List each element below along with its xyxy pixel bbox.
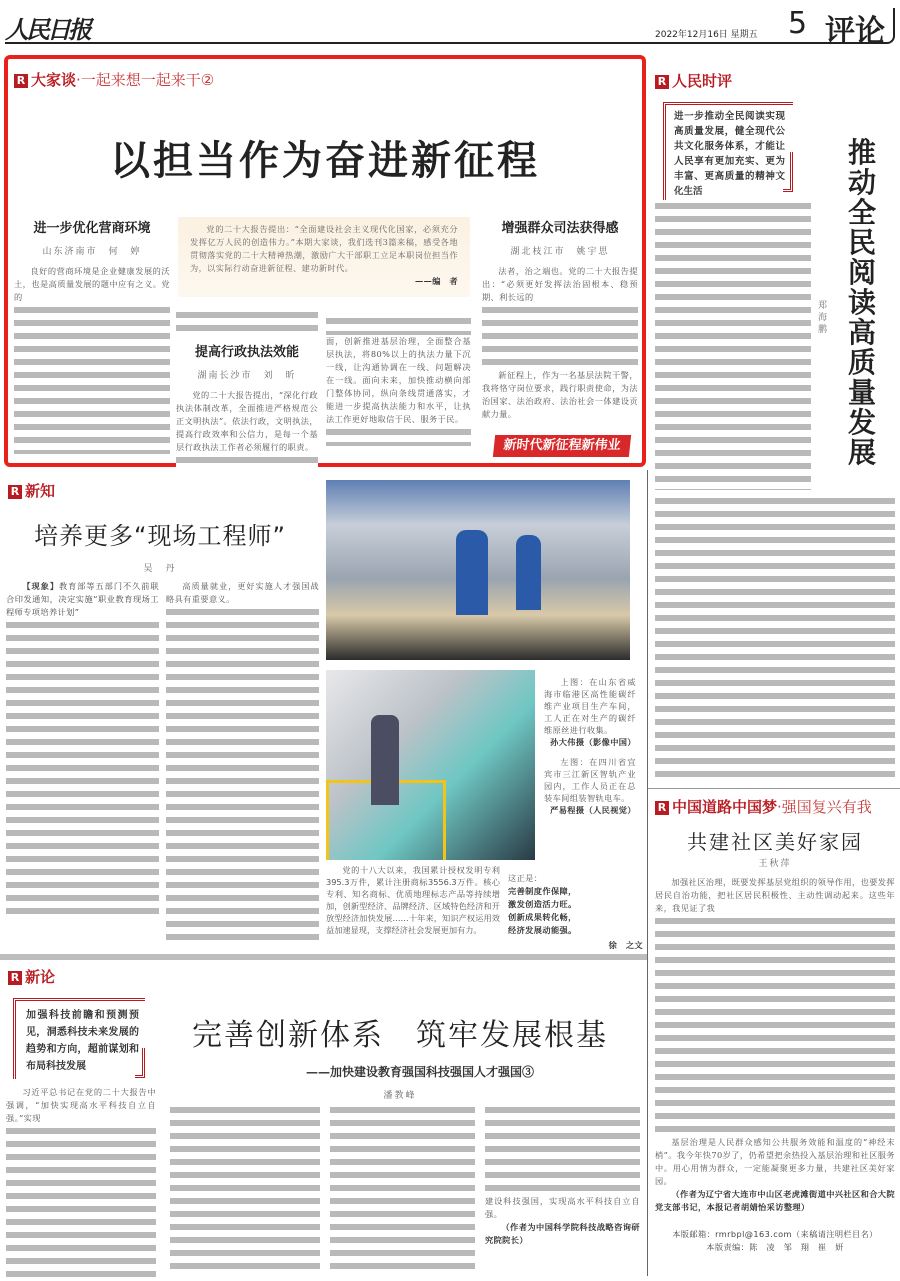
- commentary-body: [655, 200, 811, 490]
- xinzhi-label: R 新知: [8, 480, 55, 501]
- commentary-author: 郑海鹏: [818, 301, 828, 335]
- feature-box: [4, 55, 646, 467]
- page-email: 本版邮箱：rmrbpl@163.com（来稿请注明栏目名）: [672, 1229, 878, 1239]
- article-body-text: [14, 304, 170, 454]
- ip-stats-text: 党的十八大以来，我国累计授权发明专利395.3万件，累计注册商标3556.3万件。核心专利、知名商标、优质地理标志产品等持续增加，创新型经济、品牌经济、区域特色经济和开放型经济加快发展……十年来，知识产权运用效益加速显现，支撑经济社会发展更加有力。: [326, 865, 500, 935]
- article-author: 湖北枝江市 姚宇思: [510, 247, 610, 257]
- xinlun-col2: [170, 1104, 320, 1276]
- issue-date: 2022年12月16日 星期五: [655, 30, 758, 40]
- newspaper-logo: 人民日报: [5, 15, 89, 44]
- section-name: 评论: [825, 14, 885, 49]
- article-body: 法者，治之端也。党的二十大报告提出：“必须更好发挥法治固根本、稳预期、利长远的: [482, 266, 638, 302]
- photo-captions: 上图：在山东省威海市临港区高性能碳纤维产业项目生产车间，工人正在对生产的碳纤维原丝进行收集。 孙大伟摄（影像中国） 左图：在四川省宜宾市三江新区智轨产业园内，工作人员正在总装车间组装智轨电车。 严易程摄（人民视觉）: [544, 677, 636, 815]
- xinlun-col4: 建设科技强国，实现高水平科技自立自强。 （作者为中国科学院科技战略咨询研究院院长）: [485, 1104, 640, 1247]
- xinzhi-col1: 【现象】教育部等五部门不久前联合印发通知，决定实施“职业教育现场工程师专项培养计划”: [6, 580, 159, 919]
- page-editors: 本版责编：陈 凌 邹 翔 崔 妍: [706, 1242, 844, 1252]
- commentary-label: R 人民时评: [655, 70, 732, 91]
- section-divider-band: [0, 954, 647, 960]
- article-1: [14, 217, 170, 454]
- masthead: [5, 6, 895, 49]
- community-author: 王秋萍: [758, 859, 792, 869]
- commentary-quote: 进一步推动全民阅读实现高质量发展，健全现代公共文化服务体系，才能让人民享有更加充实、更为丰富、更高质量的精神文化生活: [663, 102, 793, 192]
- commentary-body-wide: [655, 495, 895, 783]
- xinzhi-author: 吴 丹: [143, 564, 177, 574]
- commentary-title: 推动全民阅读高质量发展: [848, 136, 877, 469]
- article-body: 良好的营商环境是企业健康发展的沃土，也是高质量发展的题中应有之义。党的: [14, 266, 170, 302]
- article-2: [176, 341, 318, 467]
- article-title: 提高行政执法效能: [194, 345, 299, 360]
- page-number: 5: [788, 6, 808, 41]
- xinlun-label: R 新论: [8, 966, 55, 987]
- article-2-col2: 面，创新推进基层治理，全面整合基层执法，将80%以上的执法力量下沉一线，让沟通协调在一线、问题解决在一线。面向未来，加快推动横向部门整体协同，纵向条线贯通落实，才能进一步提高执法能力和水平，让执法工作更好地取信于民、服务于民。: [326, 315, 471, 446]
- article-3: 增强群众司法获得感 湖北枝江市 姚宇思 法者，治之端也。党的二十大报告提出：“必须更好发挥法治固根本、稳预期、利长远的 新征程上，作为一名基层法院干警，我将恪守岗位要求，践行职责使命，为法治国家、法治政府、法治社会一体建设贡献力量。: [482, 217, 638, 421]
- feature-label: R 大家谈·一起来想一起来干②: [14, 69, 214, 90]
- article-title: 进一步优化营商环境: [33, 221, 151, 236]
- photo-carbon-fiber-workshop: [326, 480, 630, 660]
- community-label: R 中国道路中国梦·强国复兴有我: [655, 796, 872, 817]
- poem: 这正是： 完善制度作保障， 激发创造活力旺。 创新成果转化畅， 经济发展动能强。 徐 之文: [508, 873, 643, 950]
- xinlun-col1: 习近平总书记在党的二十大报告中强调，“加快实现高水平科技自立自强。”实现: [6, 1086, 156, 1281]
- article-author: 湖南长沙市 刘 昕: [197, 371, 297, 381]
- editor-note: 党的二十大报告提出：“全面建设社会主义现代化国家，必须充分发挥亿万人民的创造伟力。”本期大家谈，我们选刊3篇来稿，感受各地贯彻落实党的二十大精神热潮，激励广大干部职工立足本职岗位担当作为，以实际行动奋进新征程、建功新时代。 ——编 者: [178, 217, 470, 297]
- xinlun-title: 完善创新体系 筑牢发展根基: [192, 1018, 608, 1053]
- vertical-divider: [647, 470, 648, 1276]
- xinlun-author: 潘教峰: [383, 1091, 417, 1101]
- community-title: 共建社区美好家园: [687, 830, 863, 854]
- photo-smart-rail-assembly: [326, 670, 535, 860]
- xinzhi-title: 培养更多“现场工程师”: [34, 522, 286, 550]
- community-body: 加强社区治理，既要发挥基层党组织的领导作用，也要发挥居民自治功能，把社区居民积极性、主动性调动起来。这些年来，我见证了我 基层治理是人民群众感知公共服务效能和温度的“神经末梢”。我今年快70岁了，仍希望把余热投入基层治理和社区服务中。用心用情为群众，一定能凝聚更多力量，共建社区美好家园。 （作者为辽宁省大连市中山区老虎滩街道中兴社区和合大院党支部书记，本报记者胡婧怡采访整理） 本版邮箱：rmrbpl@163.com（来稿请注明栏目名） 本版责编：陈 凌 邹 翔 崔 妍: [655, 877, 895, 1252]
- horizontal-divider: [648, 788, 900, 789]
- xinzhi-col2: 高质量就业，更好实施人才强国战略具有重要意义。: [166, 580, 319, 946]
- article-1-col2: [176, 309, 318, 335]
- xinlun-col3: [330, 1104, 475, 1276]
- article-author: 山东济南市 何 婷: [42, 247, 142, 257]
- article-body: 党的二十大报告提出，“深化行政执法体制改革，全面推进严格规范公正文明执法”。依法行政，文明执法，提高行政效率和公信力，是每一个基层行政执法工作者必须履行的职责。: [176, 390, 318, 452]
- article-title: 增强群众司法获得感: [501, 221, 619, 236]
- banner-new-era: 新时代新征程新伟业: [493, 435, 631, 457]
- xinlun-subtitle: ——加快建设教育强国科技强国人才强国③: [305, 1065, 534, 1079]
- xinlun-quote: 加强科技前瞻和预测预见，洞悉科技未来发展的趋势和方向，超前谋划和布局科技发展: [13, 998, 145, 1078]
- feature-title: 以担当作为奋进新征程: [110, 138, 540, 184]
